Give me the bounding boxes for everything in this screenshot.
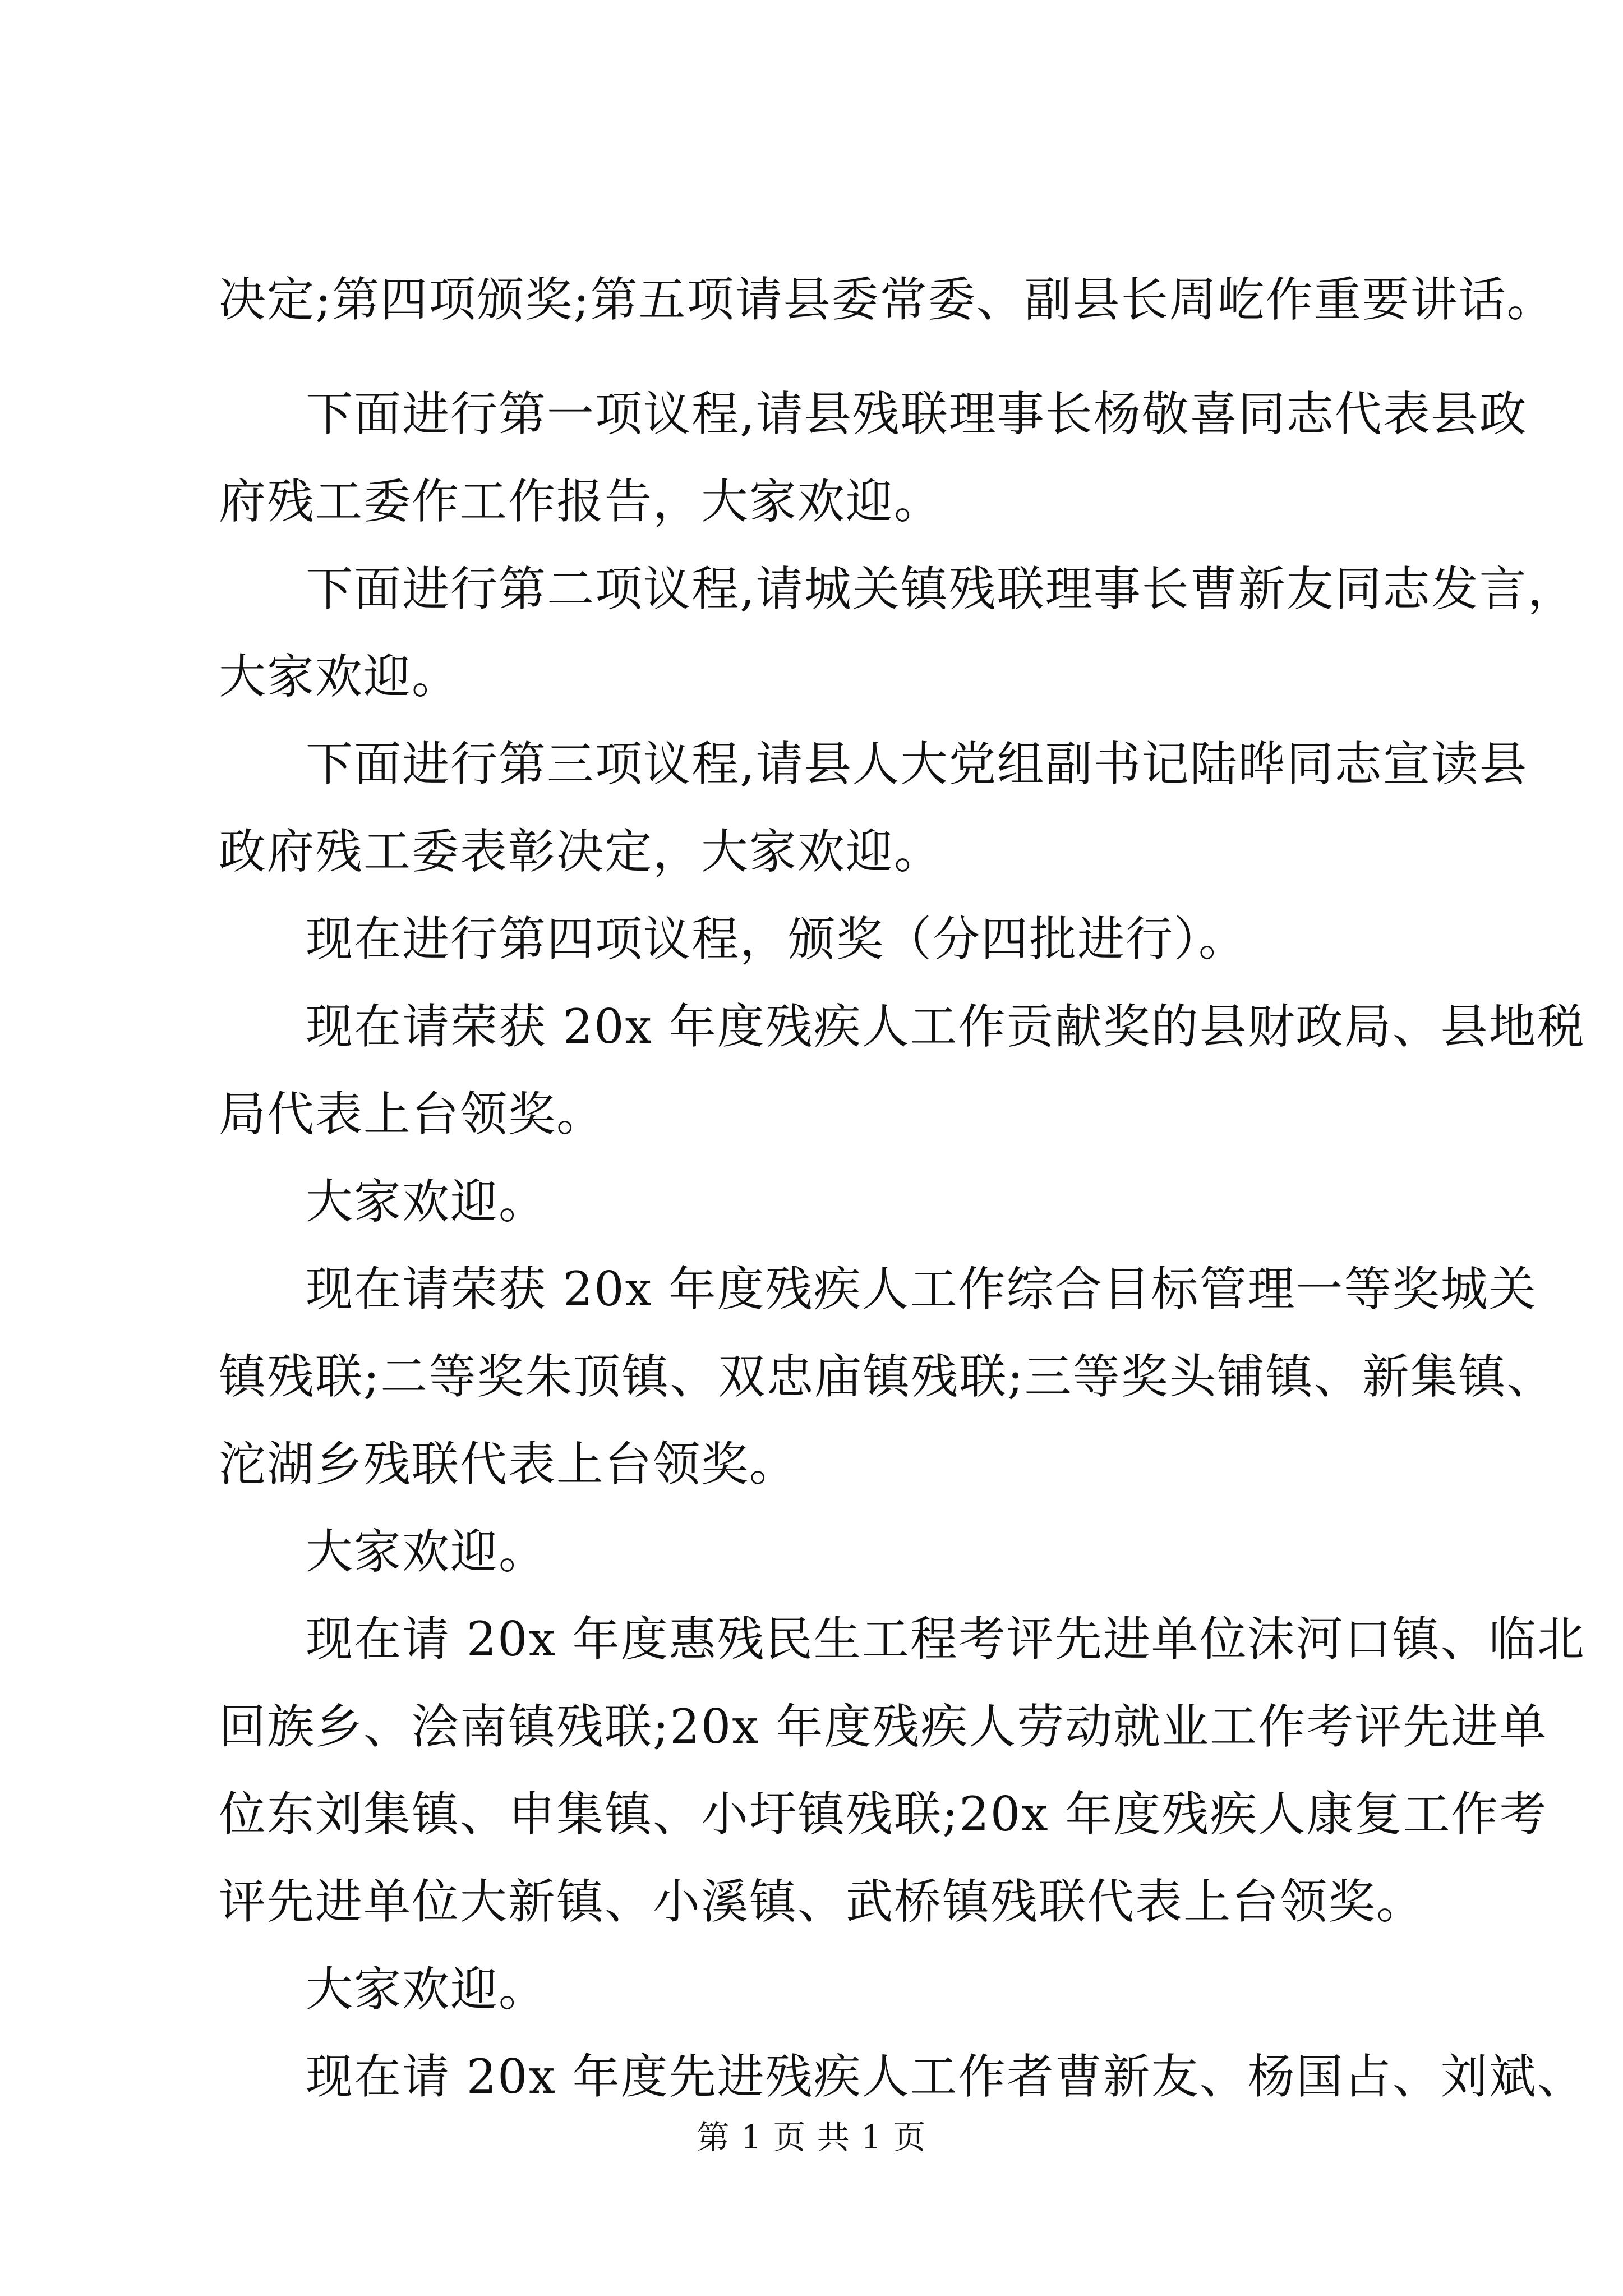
paragraph-line: 下面进行第三项议程,请县人大党组副书记陆晔同志宣读县 — [306, 737, 1528, 792]
text-line: 局代表上台领奖。 — [219, 1087, 605, 1142]
paragraph-line: 现在请荣获 20x 年度残疾人工作综合目标管理一等奖城关 — [306, 1262, 1537, 1317]
text-line: 府残工委作工作报告，大家欢迎。 — [219, 474, 943, 529]
paragraph-line: 现在请 20x 年度先进残疾人工作者曹新友、杨国占、刘斌、 — [306, 2049, 1585, 2104]
paragraph-line: 大家欢迎。 — [306, 1524, 547, 1579]
paragraph-line: 大家欢迎。 — [306, 1174, 547, 1229]
paragraph-line: 大家欢迎。 — [306, 1962, 547, 2017]
text-line: 位东刘集镇、申集镇、小圩镇残联;20x 年度残疾人康复工作考 — [219, 1787, 1548, 1842]
paragraph-line: 现在进行第四项议程，颁奖（分四批进行）。 — [306, 912, 1247, 967]
text-line: 政府残工委表彰决定，大家欢迎。 — [219, 824, 943, 879]
text-line: 回族乡、浍南镇残联;20x 年度残疾人劳动就业工作考评先进单 — [219, 1699, 1548, 1754]
paragraph-line: 现在请荣获 20x 年度残疾人工作贡献奖的县财政局、县地税 — [306, 999, 1585, 1054]
text-line: 沱湖乡残联代表上台领奖。 — [219, 1437, 798, 1492]
paragraph-line: 现在请 20x 年度惠残民生工程考评先进单位沫河口镇、临北 — [306, 1612, 1585, 1667]
page-footer: 第 1 页 共 1 页 — [697, 2118, 926, 2156]
paragraph-line: 下面进行第一项议程,请县残联理事长杨敬喜同志代表县政 — [306, 386, 1528, 441]
text-line: 评先进单位大新镇、小溪镇、武桥镇残联代表上台领奖。 — [219, 1874, 1425, 1929]
text-line: 大家欢迎。 — [219, 649, 460, 704]
paragraph-line: 下面进行第二项议程,请城关镇残联理事长曹新友同志发言， — [306, 562, 1576, 616]
text-line: 决定;第四项颁奖;第五项请县委常委、副县长周屹作重要讲话。 — [219, 272, 1555, 327]
text-line: 镇残联;二等奖朱顶镇、双忠庙镇残联;三等奖头铺镇、新集镇、 — [219, 1349, 1555, 1404]
